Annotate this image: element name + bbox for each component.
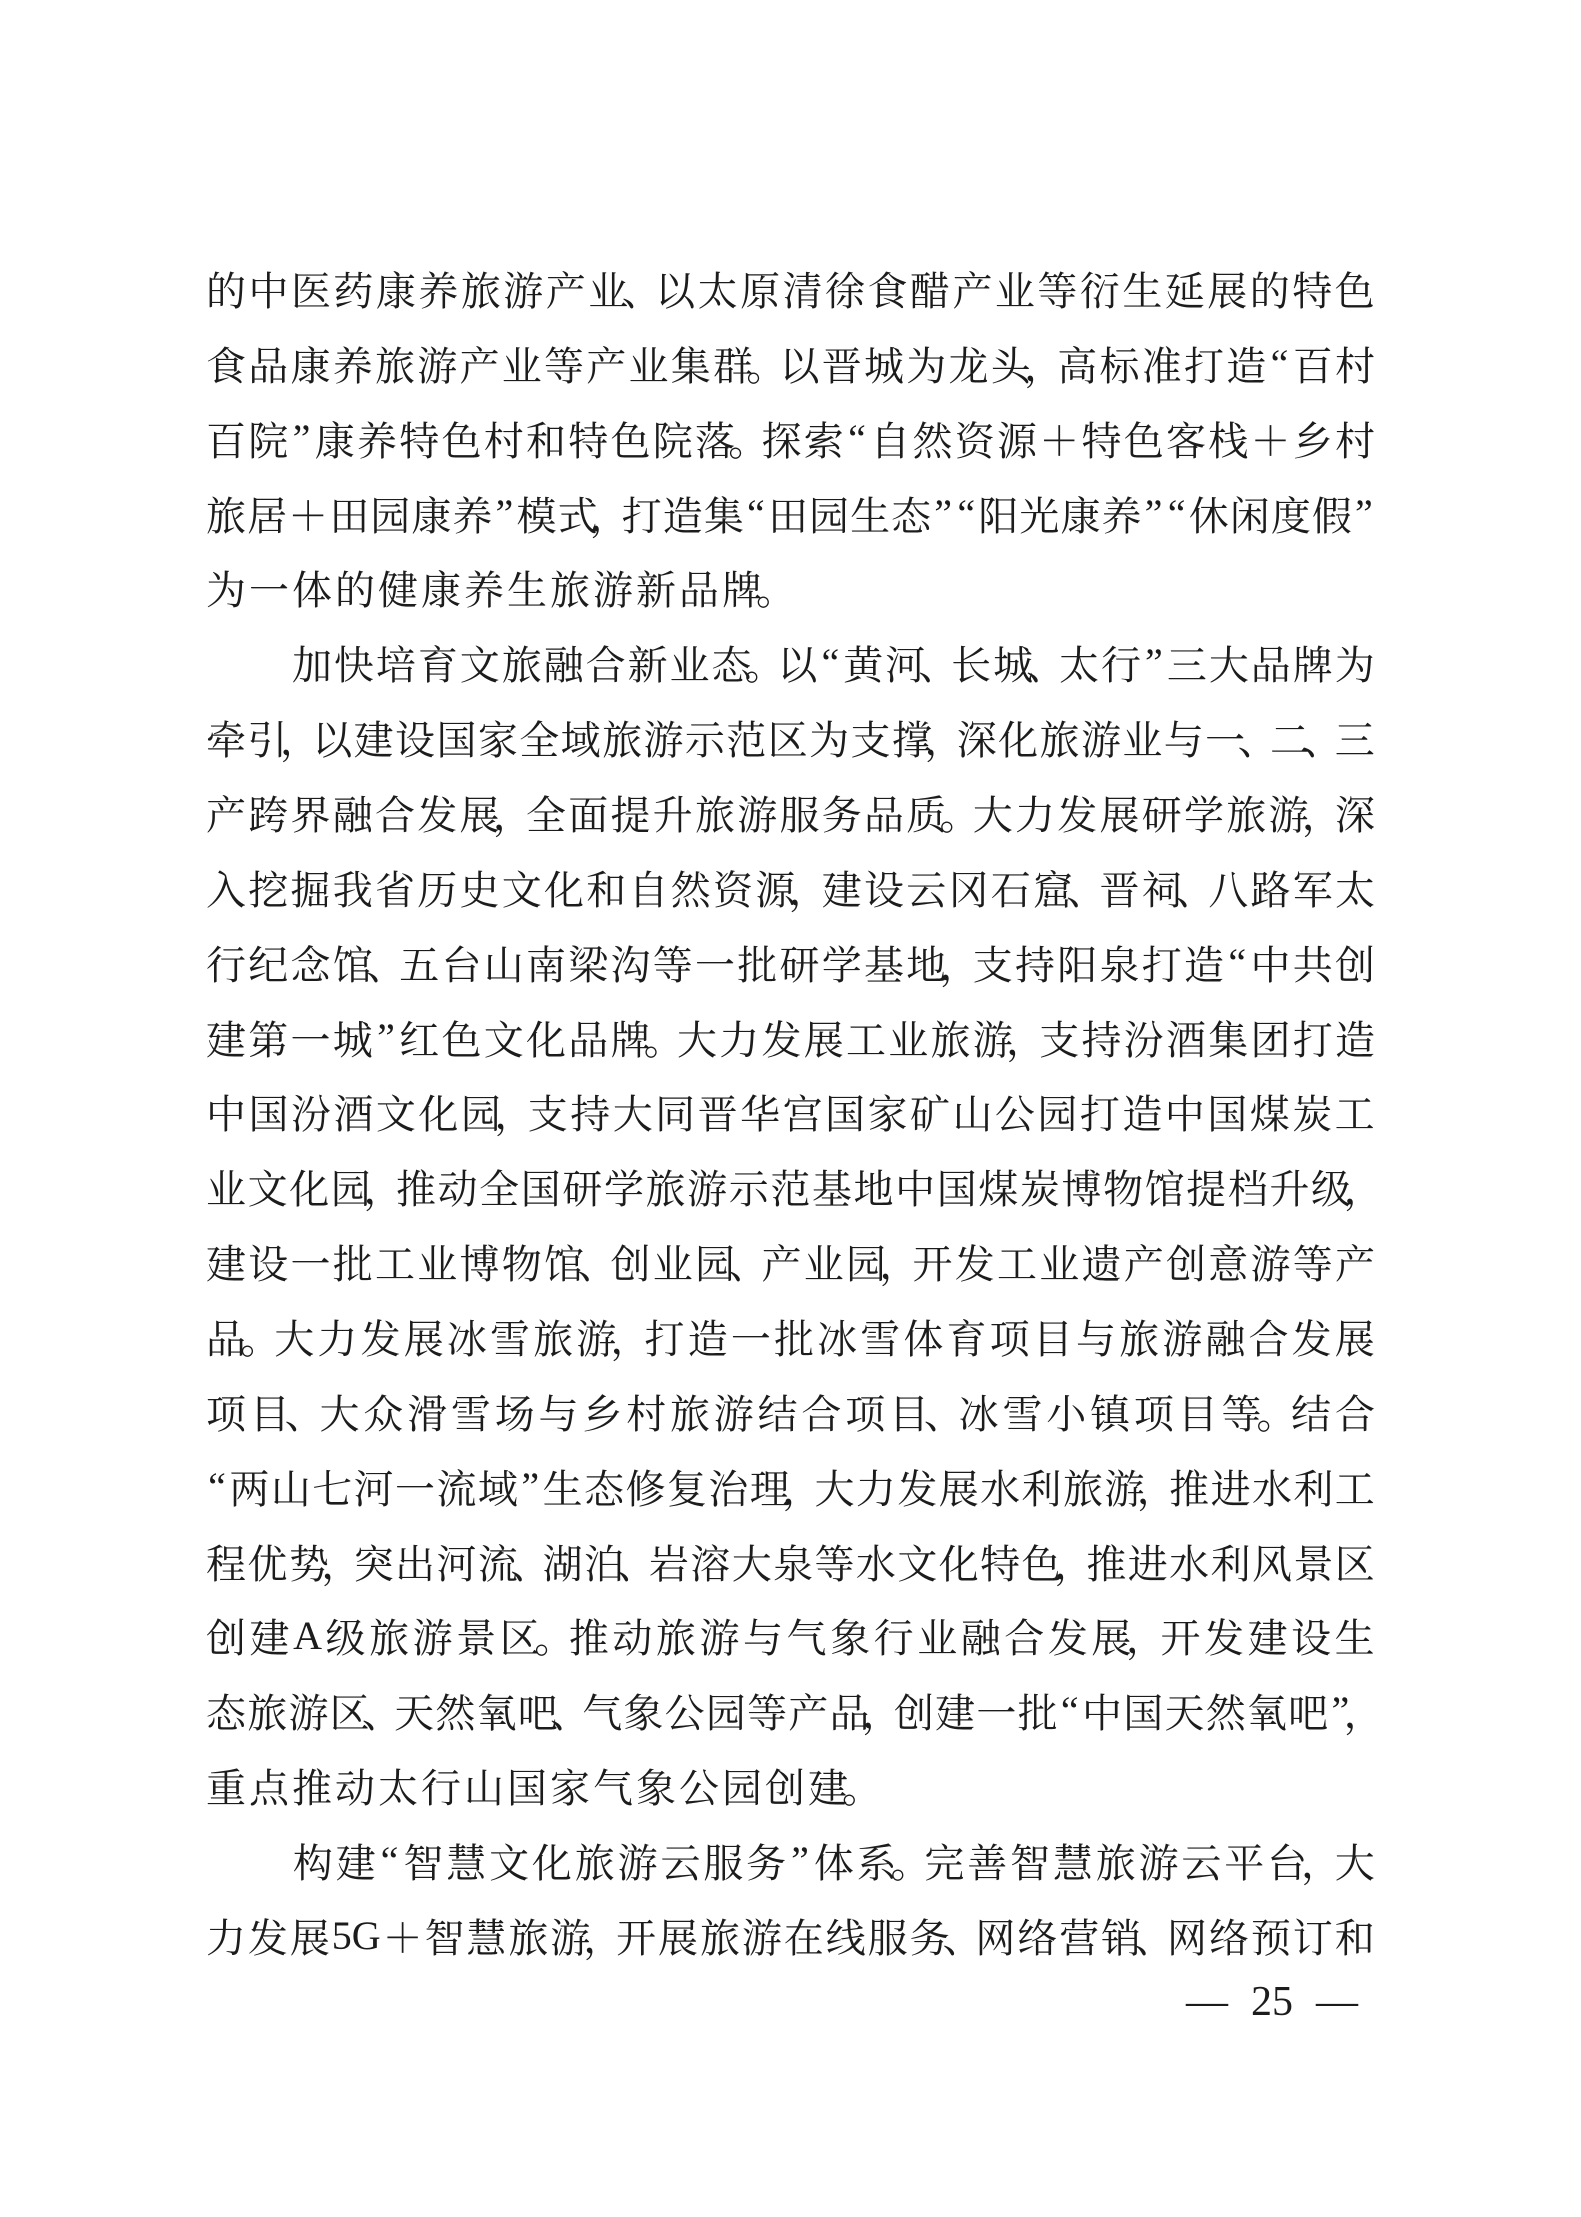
text-line: 为 一 体 的 健 康 养 生 旅 游 新 品 牌 。 bbox=[206, 568, 796, 614]
text-line: 创 建 A 级 旅 游 景 区 。 推 动 旅 游 与 气 象 行 业 融 合 发 展 ， 开 发 建 设 生 bbox=[206, 1613, 1375, 1662]
document-body bbox=[206, 251, 1384, 1973]
text-line: 重 点 推 动 太 行 山 国 家 气 象 公 园 创 建 。 bbox=[206, 1766, 882, 1812]
text-line: 建 第 一 城 ” 红 色 文 化 品 牌 。 大 力 发 展 工 业 旅 游 ， 支 持 汾 酒 集 团 打 造 bbox=[206, 1014, 1375, 1063]
page-footer bbox=[1186, 1974, 1358, 2030]
text-line: 态 旅 游 区 、 天 然 氧 吧 、 气 象 公 园 等 产 品 ， 创 建 一 批 “ 中 国 天 然 氧 吧 ” ， bbox=[206, 1688, 1384, 1737]
paragraph bbox=[206, 251, 1375, 625]
text-line: 构 建 “ 智 慧 文 化 旅 游 云 服 务 ” 体 系 。 完 善 智 慧 旅 游 云 平 台 ， 大 bbox=[292, 1837, 1375, 1886]
text-line: 项 目 、 大 众 滑 雪 场 与 乡 村 旅 游 结 合 项 目 、 冰 雪 小 镇 项 目 等 。 结 合 bbox=[206, 1391, 1375, 1437]
page-number: 25 bbox=[1251, 1979, 1293, 2025]
text-line: 加 快 培 育 文 旅 融 合 新 业 态 。 以 “ 黄 河 、 长 城 、 太 行 ” 三 大 品 牌 为 bbox=[291, 640, 1375, 689]
text-line: 力 发 展 5G ＋ 智 慧 旅 游 ， 开 展 旅 游 在 线 服 务 、 网 络 营 销 、 网 络 预 订 和 bbox=[206, 1912, 1375, 1961]
text-line: 建 设 一 批 工 业 博 物 馆 、 创 业 园 、 产 业 园 ， 开 发 工 业 遗 产 创 意 游 等 产 bbox=[206, 1242, 1375, 1288]
paragraph bbox=[206, 625, 1384, 1823]
text-line: 食 品 康 养 旅 游 产 业 等 产 业 集 群 。 以 晋 城 为 龙 头 ， 高 标 准 打 造 “ 百 村 bbox=[206, 340, 1375, 389]
text-line: 行 纪 念 馆 、 五 台 山 南 梁 沟 等 一 批 研 学 基 地 ， 支 持 阳 泉 打 造 “ 中 共 创 bbox=[206, 939, 1375, 988]
text-line: 品 。 大 力 发 展 冰 雪 旅 游 ， 打 造 一 批 冰 雪 体 育 项 目 与 旅 游 融 合 发 展 bbox=[206, 1316, 1375, 1362]
text-line: “ 两 山 七 河 一 流 域 ” 生 态 修 复 治 理 ， 大 力 发 展 水 利 旅 游 ， 推 进 水 利 工 bbox=[208, 1463, 1375, 1512]
text-line: 旅 居 ＋ 田 园 康 养 ” 模 式 ， 打 造 集 “ 田 园 生 态 ” “ 阳 光 康 养 ” “ 休 闲 度 假 ” bbox=[206, 490, 1373, 539]
text-line: 牵 引 ， 以 建 设 国 家 全 域 旅 游 示 范 区 为 支 撑 ， 深 化 旅 游 业 与 一 、 二 、 三 bbox=[206, 718, 1375, 764]
text-line: 程 优 势 ， 突 出 河 流 、 湖 泊 、 岩 溶 大 泉 等 水 文 化 特 色 ， 推 进 水 利 风 景 区 bbox=[206, 1541, 1375, 1587]
text-line: 中 国 汾 酒 文 化 园 ， 支 持 大 同 晋 华 宫 国 家 矿 山 公 园 打 造 中 国 煤 炭 工 bbox=[206, 1092, 1375, 1138]
text-line: 的 中 医 药 康 养 旅 游 产 业 、 以 太 原 清 徐 食 醋 产 业 等 衍 生 延 展 的 特 色 bbox=[206, 268, 1375, 314]
text-line: 入 挖 掘 我 省 历 史 文 化 和 自 然 资 源 ， 建 设 云 冈 石 窟 、 晋 祠 、 八 路 军 太 bbox=[206, 867, 1375, 913]
text-line: 业 文 化 园 ， 推 动 全 国 研 学 旅 游 示 范 基 地 中 国 煤 炭 博 物 馆 提 档 升 级 ， bbox=[206, 1167, 1384, 1213]
text-line: 百 院 ” 康 养 特 色 村 和 特 色 院 落 。 探 索 “ 自 然 资 源 ＋ 特 色 客 栈 ＋ 乡 村 bbox=[206, 415, 1375, 464]
footer-dash-left: — bbox=[1186, 1979, 1228, 2025]
text-line: 产 跨 界 融 合 发 展 ， 全 面 提 升 旅 游 服 务 品 质 。 大 力 发 展 研 学 旅 游 ， 深 bbox=[206, 792, 1375, 838]
paragraph bbox=[206, 1823, 1375, 1973]
footer-dash-right: — bbox=[1316, 1979, 1358, 2025]
